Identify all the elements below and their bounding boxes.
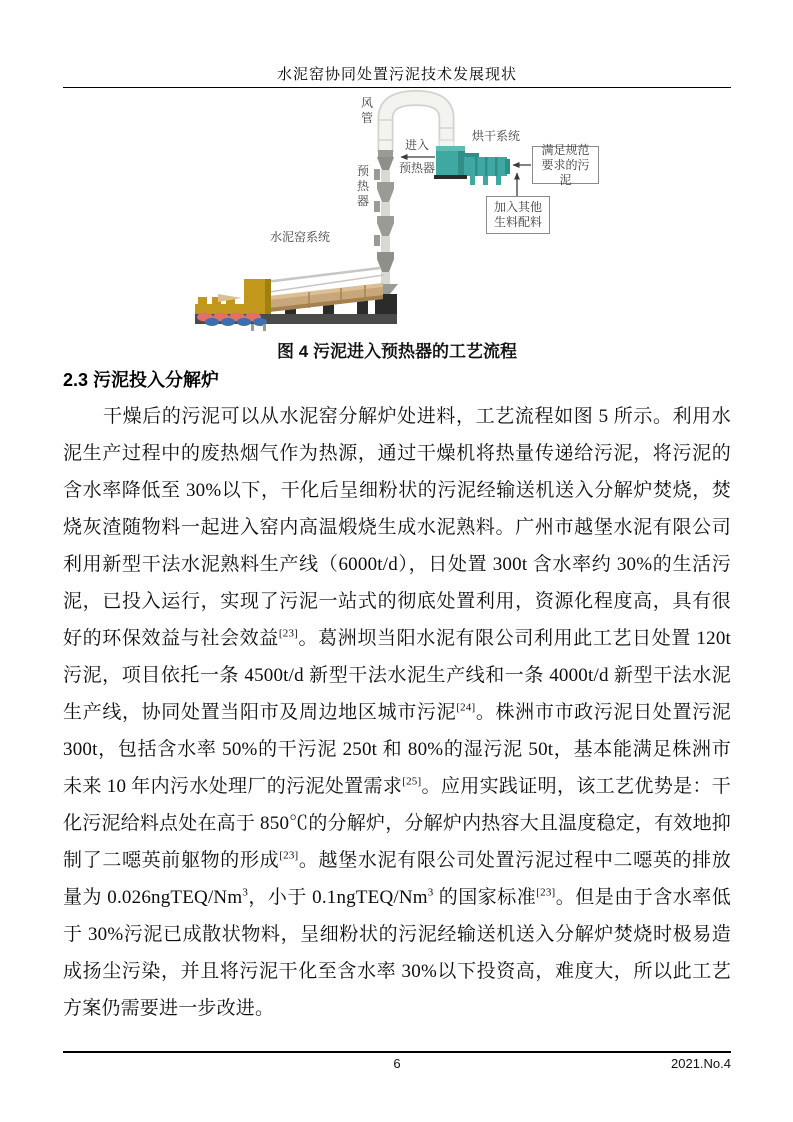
air-duct-label: 风管 xyxy=(361,96,374,125)
add-ingredients-box: 加入其他生料配料 xyxy=(486,196,550,234)
enter-label: 进入 xyxy=(405,138,430,152)
section-heading: 2.3 污泥投入分解炉 xyxy=(63,370,220,390)
dryer-machine xyxy=(434,140,510,185)
figure-4 xyxy=(185,90,605,340)
footer-divider xyxy=(63,1051,731,1053)
qualified-sludge-box: 满足规范要求的污泥 xyxy=(532,146,599,184)
page-number: 6 xyxy=(393,1056,401,1071)
kiln-system-label: 水泥窑系统 xyxy=(270,230,331,244)
enter-target-label: 预热器 xyxy=(399,161,436,175)
page-header-title: 水泥窑协同处置污泥技术发展现状 xyxy=(276,67,517,83)
figure-caption: 图 4 污泥进入预热器的工艺流程 xyxy=(277,342,517,361)
header-divider xyxy=(63,87,731,88)
body-paragraph: 干燥后的污泥可以从水泥窑分解炉处进料，工艺流程如图 5 所示。利用水泥生产过程中的废热烟气作为热源，通过干燥机将热量传递给污泥，将污泥的含水率降低至 30%以下，干化后呈细粉状的污泥经输送机送入分解炉焚烧，焚烧灰渣随物料一起进入窑内高温煅烧生成水泥熟料。广州市越堡水泥有限公司利用新型干法水泥熟料生产线（6000t/d），日处置 300t 含水率约 30%的生活污泥，已投入运行，实现了污泥一站式的彻底处置利用，资源化程度高，具有很好的环保效益与社会效益[23]。葛洲坝当阳水泥有限公司利用此工艺日处置 120t 污泥，项目依托一条 4500t/d 新型干法水泥生产线和一条 4000t/d 新型干法水泥生产线，协同处置当阳市及周边地区城市污泥[24]。株洲市市政污泥日处置污泥 300t，包括含水率 50%的干污泥 250t 和 80%的湿污泥 50t，基本能满足株洲市未来 10 年内污水处理厂的污泥处置需求[25]。应用实践证明，该工艺优势是：干化污泥给料点处在高于 850℃的分解炉，分解炉内热容大且温度稳定，有效地抑制了二噁英前躯物的形成[23]。越堡水泥有限公司处置污泥过程中二噁英的排放量为 0.026ngTEQ/Nm$^3$，小于 0.1ngTEQ/Nm$^3$ 的国家标准[23]。但是由于含水率低于 30%污泥已成散状物料，呈细粉状的污泥经输送机送入分解炉焚烧时极易造成扬尘污染，并且将污泥干化至含水率 30%以下投资高，难度大，所以此工艺方案仍需要进一步改进。 xyxy=(63,406,732,1019)
drying-system-label: 烘干系统 xyxy=(472,129,521,143)
rotary-kiln xyxy=(195,268,397,331)
preheater-label: 预热器 xyxy=(357,164,370,208)
issue-number: 2021.No.4 xyxy=(671,1056,731,1071)
